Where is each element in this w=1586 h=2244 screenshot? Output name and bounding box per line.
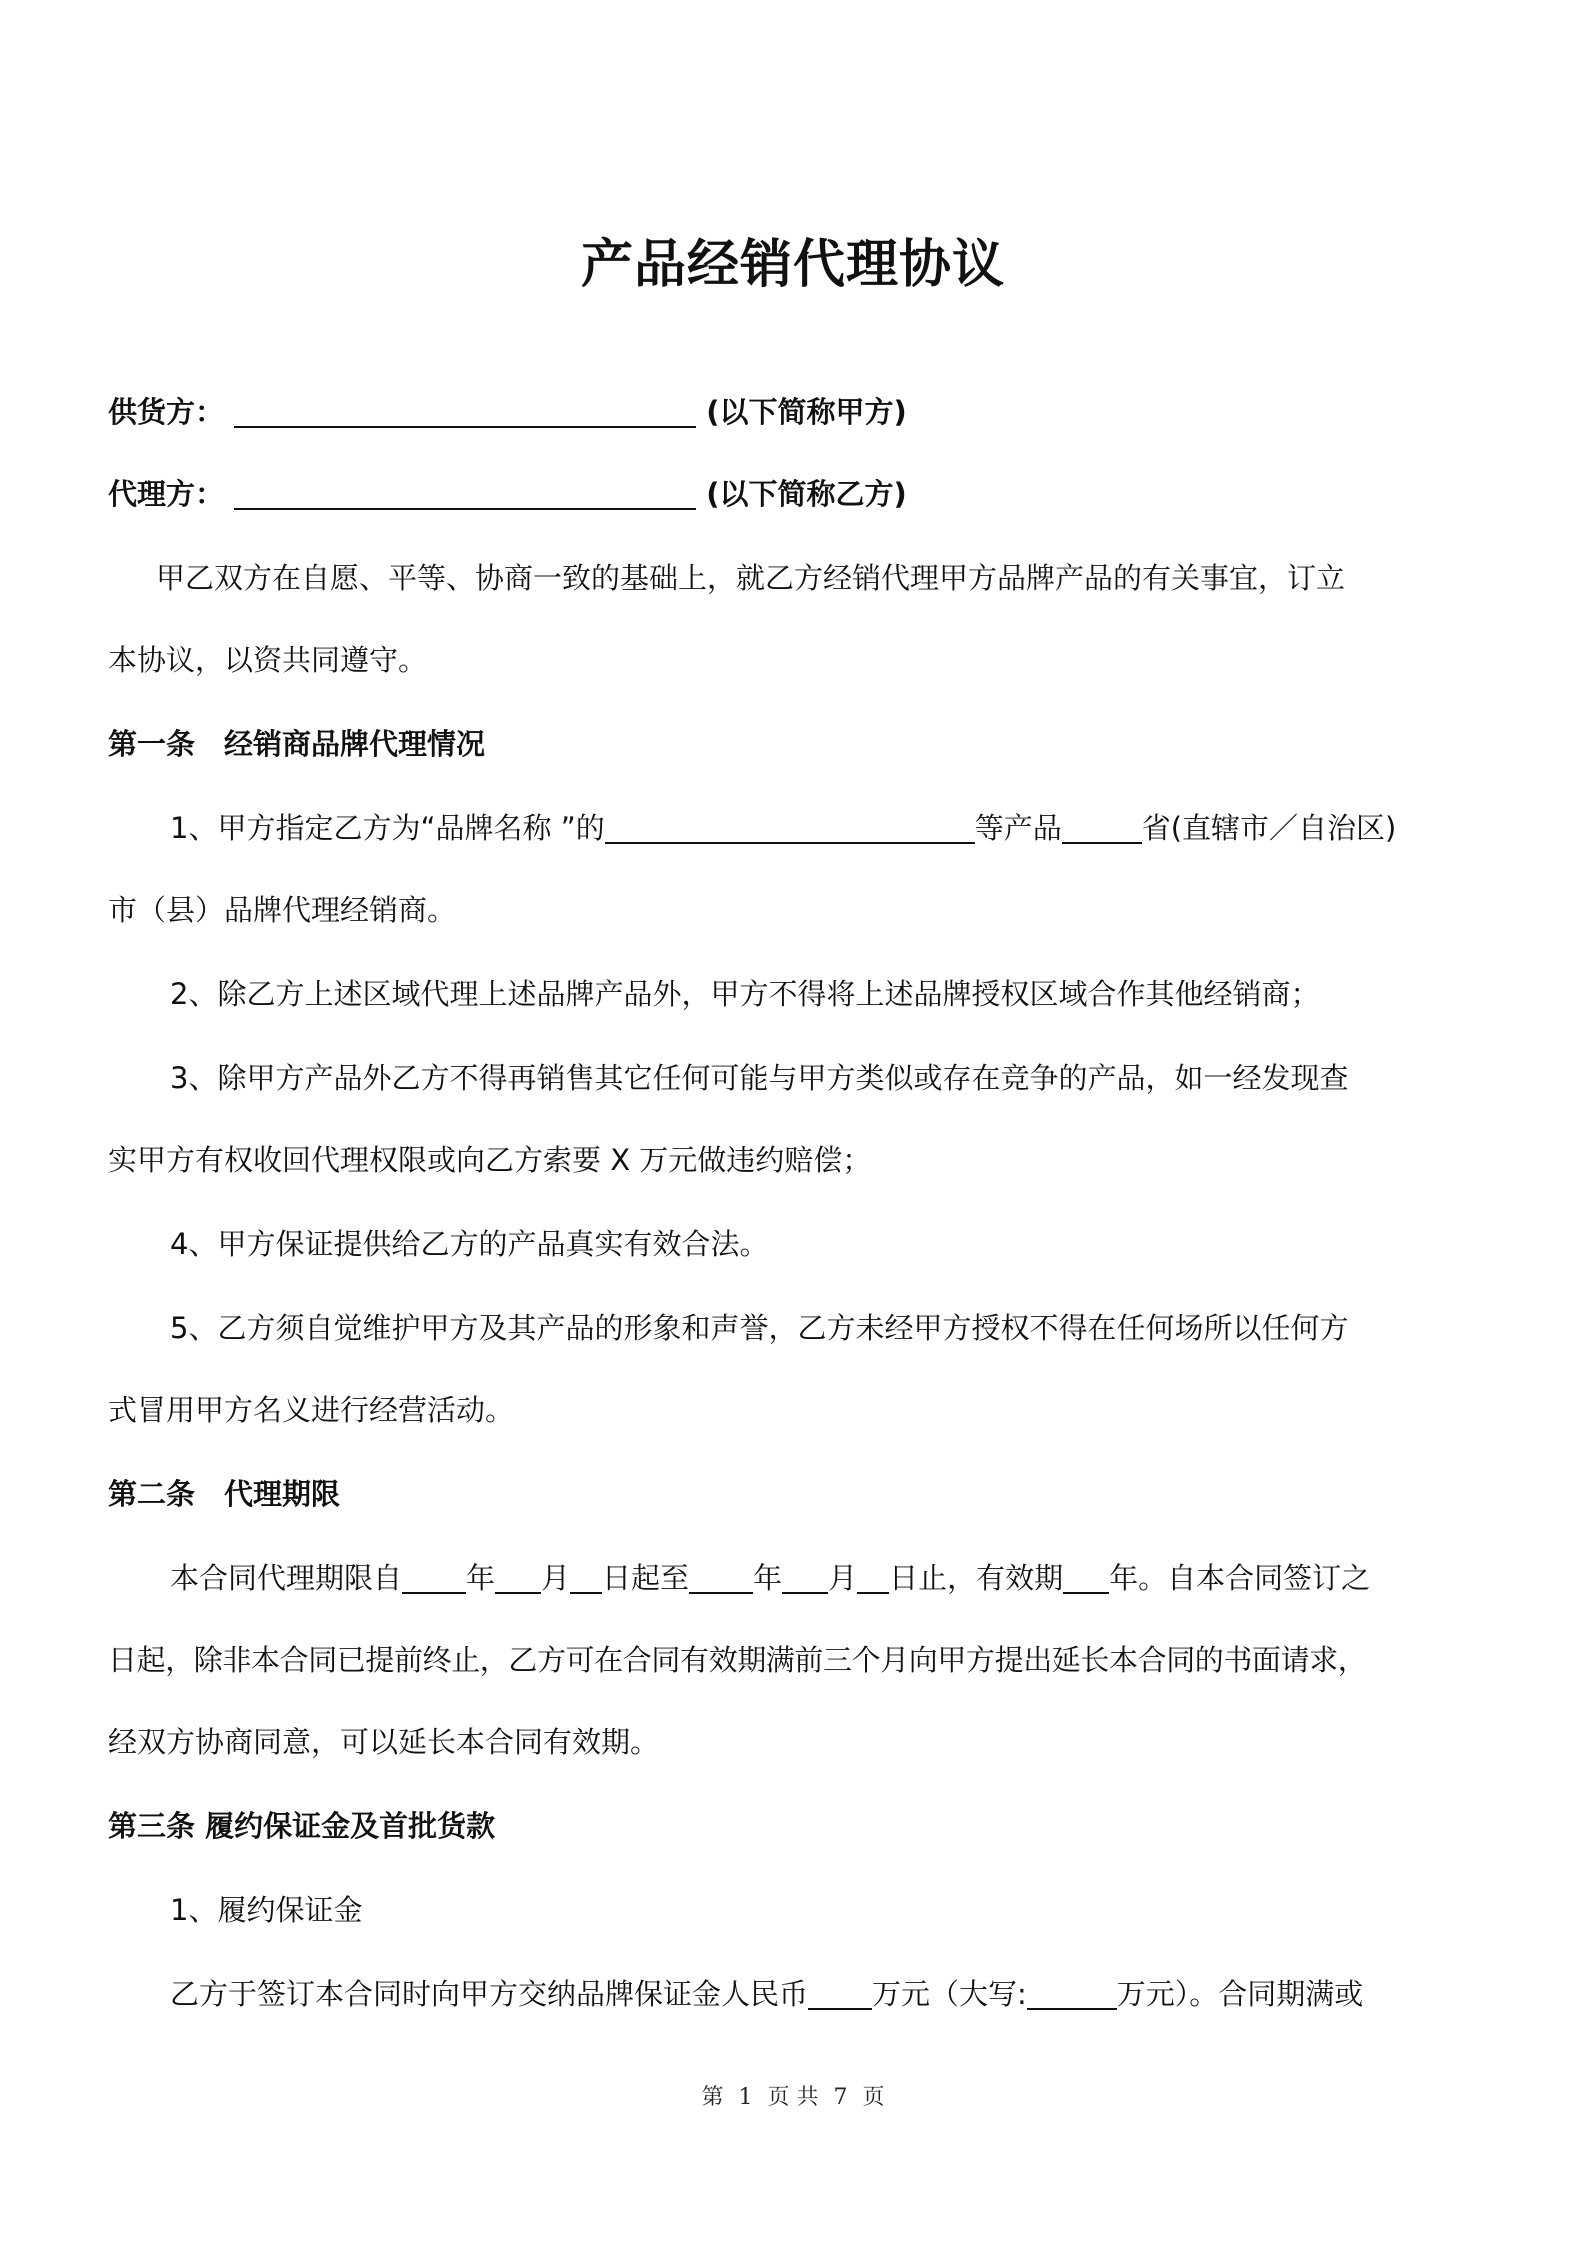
start-month-label: 月 bbox=[541, 1561, 571, 1595]
footer-total-pages: 7 bbox=[833, 2085, 848, 2110]
agent-suffix: (以下简称乙方) bbox=[706, 477, 907, 511]
brand-product-blank[interactable] bbox=[605, 812, 975, 844]
article-1-heading: 第一条 经销商品牌代理情况 bbox=[108, 727, 486, 761]
intro-line-1: 甲乙双方在自愿、平等、协商一致的基础上，就乙方经销代理甲方品牌产品的有关事宜，订立 bbox=[156, 561, 1346, 595]
article-1-clause-3: 3、除甲方产品外乙方不得再销售其它任何可能与甲方类似或存在竞争的产品，如一经发现查 bbox=[170, 1061, 1349, 1095]
document-title: 产品经销代理协议 bbox=[580, 235, 1005, 295]
start-day-blank[interactable] bbox=[570, 1562, 602, 1594]
article-1-clause-1 bbox=[170, 808, 1396, 848]
supplier-blank[interactable] bbox=[234, 396, 696, 428]
end-day-blank[interactable] bbox=[857, 1562, 889, 1594]
supplier-suffix: (以下简称甲方) bbox=[706, 395, 907, 429]
footer-page-number: 1 bbox=[738, 2085, 753, 2110]
article-2-para-1 bbox=[170, 1558, 1370, 1598]
end-month-blank[interactable] bbox=[782, 1562, 828, 1594]
end-year-label: 年 bbox=[753, 1561, 783, 1595]
agent-label: 代理方： bbox=[108, 477, 225, 511]
start-day-label: 日起至 bbox=[602, 1561, 690, 1595]
footer-middle: 页 共 bbox=[767, 2085, 819, 2110]
agent-line bbox=[108, 474, 907, 514]
supplier-label: 供货方： bbox=[108, 395, 225, 429]
end-month-label: 月 bbox=[828, 1561, 858, 1595]
agent-blank[interactable] bbox=[234, 478, 696, 510]
footer-suffix: 页 bbox=[862, 2085, 885, 2110]
deposit-words-blank[interactable] bbox=[1027, 1978, 1117, 2010]
intro-line-2: 本协议，以资共同遵守。 bbox=[108, 643, 428, 677]
deposit-text-a: 乙方于签订本合同时向甲方交纳品牌保证金人民币 bbox=[170, 1977, 809, 2011]
footer-prefix: 第 bbox=[701, 2085, 724, 2110]
supplier-line bbox=[108, 392, 907, 432]
end-year-blank[interactable] bbox=[689, 1562, 753, 1594]
article-1-clause-5-cont: 式冒用甲方名义进行经营活动。 bbox=[108, 1393, 515, 1427]
article-1-clause-5: 5、乙方须自觉维护甲方及其产品的形象和声誉，乙方未经甲方授权不得在任何场所以任何方 bbox=[170, 1311, 1349, 1345]
start-year-blank[interactable] bbox=[402, 1562, 466, 1594]
clause-1-text-b: 等产品 bbox=[974, 811, 1062, 845]
article-2-para-3: 经双方协商同意，可以延长本合同有效期。 bbox=[108, 1725, 660, 1759]
clause-1-text-a: 1、甲方指定乙方为“品牌名称 ”的 bbox=[170, 811, 605, 845]
end-day-label: 日止，有效期 bbox=[889, 1561, 1064, 1595]
deposit-text-b: 万元（大写: bbox=[872, 1977, 1027, 2011]
term-text-b: 年。自本合同签订之 bbox=[1109, 1561, 1371, 1595]
article-3-para-1 bbox=[170, 1974, 1363, 2014]
article-1-clause-4: 4、甲方保证提供给乙方的产品真实有效合法。 bbox=[170, 1227, 769, 1261]
article-3-subheading-1: 1、履约保证金 bbox=[170, 1893, 363, 1927]
validity-years-blank[interactable] bbox=[1063, 1562, 1109, 1594]
article-3-heading: 第三条 履约保证金及首批货款 bbox=[108, 1809, 496, 1843]
article-1-clause-2: 2、除乙方上述区域代理上述品牌产品外，甲方不得将上述品牌授权区域合作其他经销商； bbox=[170, 977, 1320, 1011]
article-1-clause-3-cont: 实甲方有权收回代理权限或向乙方索要 X 万元做违约赔偿； bbox=[108, 1143, 872, 1177]
province-blank[interactable] bbox=[1062, 812, 1142, 844]
page-footer bbox=[0, 2080, 1586, 2111]
clause-1-text-c: 省(直辖市／自治区) bbox=[1141, 811, 1397, 845]
deposit-text-c: 万元）。合同期满或 bbox=[1116, 1977, 1364, 2011]
start-month-blank[interactable] bbox=[495, 1562, 541, 1594]
term-text-a: 本合同代理期限自 bbox=[170, 1561, 403, 1595]
deposit-amount-blank[interactable] bbox=[808, 1978, 872, 2010]
article-1-clause-1-cont: 市（县）品牌代理经销商。 bbox=[108, 893, 457, 927]
start-year-label: 年 bbox=[466, 1561, 496, 1595]
article-2-heading: 第二条 代理期限 bbox=[108, 1477, 341, 1511]
article-2-para-2: 日起，除非本合同已提前终止，乙方可在合同有效期满前三个月向甲方提出延长本合同的书面请求， bbox=[108, 1643, 1367, 1677]
